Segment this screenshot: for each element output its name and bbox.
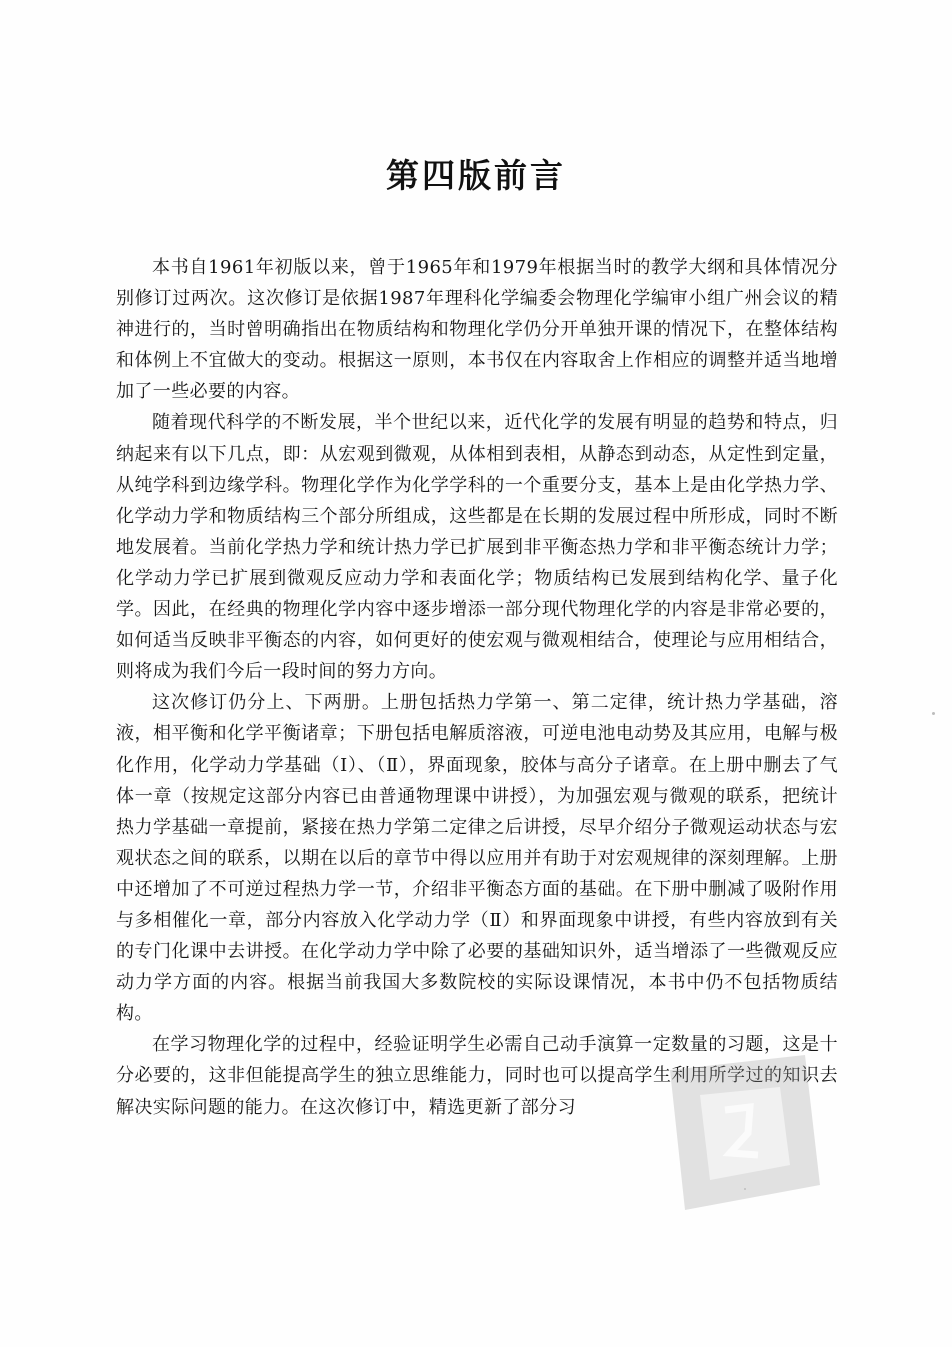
paragraph-2: 随着现代科学的不断发展，半个世纪以来，近代化学的发展有明显的趋势和特点，归纳起来有以下几点，即：从宏观到微观，从体相到表相，从静态到动态，从定性到定量，从纯学科到边缘学科。物理化学作为化学学科的一个重要分支，基本上是由化学热力学、化学动力学和物质结构三个部分所组成，这些都是在长期的发展过程中所形成，同时不断地发展着。当前化学热力学和统计热力学已扩展到非平衡态热力学和非平衡态统计力学；化学动力学已扩展到微观反应动力学和表面化学；物质结构已发展到结构化学、量子化学。因此，在经典的物理化学内容中逐步增添一部分现代物理化学的内容是非常必要的，如何适当反映非平衡态的内容，如何更好的使宏观与微观相结合，使理论与应用相结合，则将成为我们今后一段时间的努力方向。 bbox=[116, 412, 838, 683]
paragraph-4: 在学习物理化学的过程中，经验证明学生必需自己动手演算一定数量的习题，这是十分必要的，这非但能提高学生的独立思维能力，同时也可以提高学生利用所学过的知识去解决实际问题的能力。在这次修订中，精选更新了部分习 bbox=[116, 1034, 838, 1118]
paragraph-1: 本书自1961年初版以来，曾于1965年和1979年根据当时的教学大纲和具体情况分别修订过两次。这次修订是依据1987年理科化学编委会物理化学编审小组广州会议的精神进行的，当时曾明确指出在物质结构和物理化学仍分开单独开课的情况下，在整体结构和体例上不宜做大的变动。根据这一原则，本书仅在内容取舍上作相应的调整并适当地增加了一些必要的内容。 bbox=[116, 257, 838, 403]
scan-speck bbox=[744, 1188, 746, 1190]
page-title: 第四版前言 bbox=[386, 156, 566, 195]
scan-speck bbox=[932, 712, 935, 715]
preface-body bbox=[116, 252, 838, 1123]
paragraph-3: 这次修订仍分上、下两册。上册包括热力学第一、第二定律，统计热力学基础，溶液，相平衡和化学平衡诸章；下册包括电解质溶液，可逆电池电动势及其应用，电解与极化作用，化学动力学基础（Ⅰ）、（Ⅱ），界面现象，胶体与高分子诸章。在上册中删去了气体一章（按规定这部分内容已由普通物理课中讲授），为加强宏观与微观的联系，把统计热力学基础一章提前，紧接在热力学第二定律之后讲授，尽早介绍分子微观运动状态与宏观状态之间的联系，以期在以后的章节中得以应用并有助于对宏观规律的深刻理解。上册中还增加了不可逆过程热力学一节，介绍非平衡态方面的基础。在下册中删减了吸附作用与多相催化一章，部分内容放入化学动力学（Ⅱ）和界面现象中讲授，有些内容放到有关的专门化课中去讲授。在化学动力学中除了必要的基础知识外，适当增添了一些微观反应动力学方面的内容。根据当前我国大多数院校的实际设课情况，本书中仍不包括物质结构。 bbox=[116, 692, 838, 1025]
